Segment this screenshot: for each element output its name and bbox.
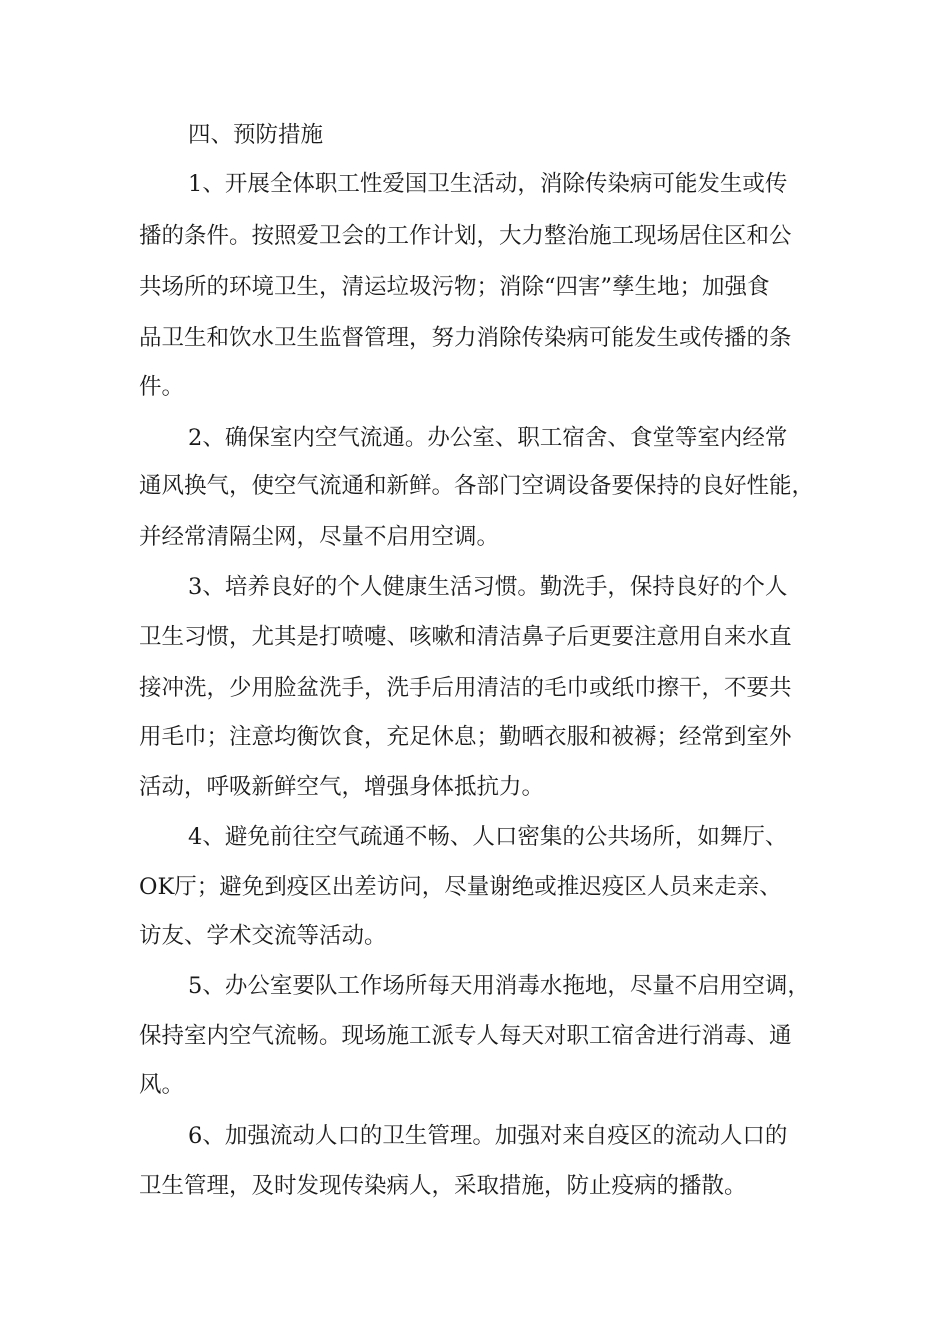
paragraph-3-line-5: 活动，呼吸新鲜空气，增强身体抵抗力。 — [139, 774, 545, 800]
paragraph-3-line-1: 3、培养良好的个人健康生活习惯。勤洗手，保持良好的个人 — [188, 574, 788, 600]
section-heading: 四、预防措施 — [188, 122, 324, 148]
paragraph-5-line-1: 5、办公室要队工作场所每天用消毒水拖地，尽量不启用空调， — [188, 973, 810, 999]
paragraph-1-line-1: 1、开展全体职工性爱国卫生活动，消除传染病可能发生或传 — [188, 171, 788, 197]
paragraph-6-line-2: 卫生管理，及时发现传染病人，采取措施，防止疫病的播散。 — [139, 1173, 747, 1199]
paragraph-1-line-3: 共场所的环境卫生，清运垃圾污物；消除“四害”孳生地；加强食 — [139, 274, 770, 300]
paragraph-4-line-3: 访友、学术交流等活动。 — [139, 923, 387, 949]
paragraph-2-line-1: 2、确保室内空气流通。办公室、职工宿舍、食堂等室内经常 — [188, 425, 788, 451]
paragraph-2-line-2: 通风换气，使空气流通和新鲜。各部门空调设备要保持的良好性能， — [139, 473, 815, 499]
paragraph-1-line-2: 播的条件。按照爱卫会的工作计划，大力整治施工现场居住区和公 — [139, 223, 792, 249]
paragraph-1-line-4: 品卫生和饮水卫生监督管理，努力消除传染病可能发生或传播的条 — [139, 325, 792, 351]
paragraph-4-line-1: 4、避免前往空气疏通不畅、人口密集的公共场所，如舞厅、 — [188, 824, 788, 850]
paragraph-4-line-2: OK厅；避免到疫区出差访问，尽量谢绝或推迟疫区人员来走亲、 — [139, 874, 782, 900]
paragraph-3-line-2: 卫生习惯，尤其是打喷嚏、咳嗽和清洁鼻子后更要注意用自来水直 — [139, 624, 792, 650]
paragraph-5-line-2: 保持室内空气流畅。现场施工派专人每天对职工宿舍进行消毒、通 — [139, 1023, 792, 1049]
paragraph-5-line-3: 风。 — [139, 1072, 185, 1098]
paragraph-6-line-1: 6、加强流动人口的卫生管理。加强对来自疫区的流动人口的 — [188, 1123, 788, 1149]
paragraph-1-line-5: 件。 — [139, 374, 185, 400]
paragraph-2-line-3: 并经常清隔尘网，尽量不启用空调。 — [139, 524, 500, 550]
paragraph-3-line-4: 用毛巾；注意均衡饮食，充足休息；勤晒衣服和被褥；经常到室外 — [139, 724, 792, 750]
paragraph-3-line-3: 接冲洗，少用脸盆洗手，洗手后用清洁的毛巾或纸巾擦干，不要共 — [139, 675, 792, 701]
